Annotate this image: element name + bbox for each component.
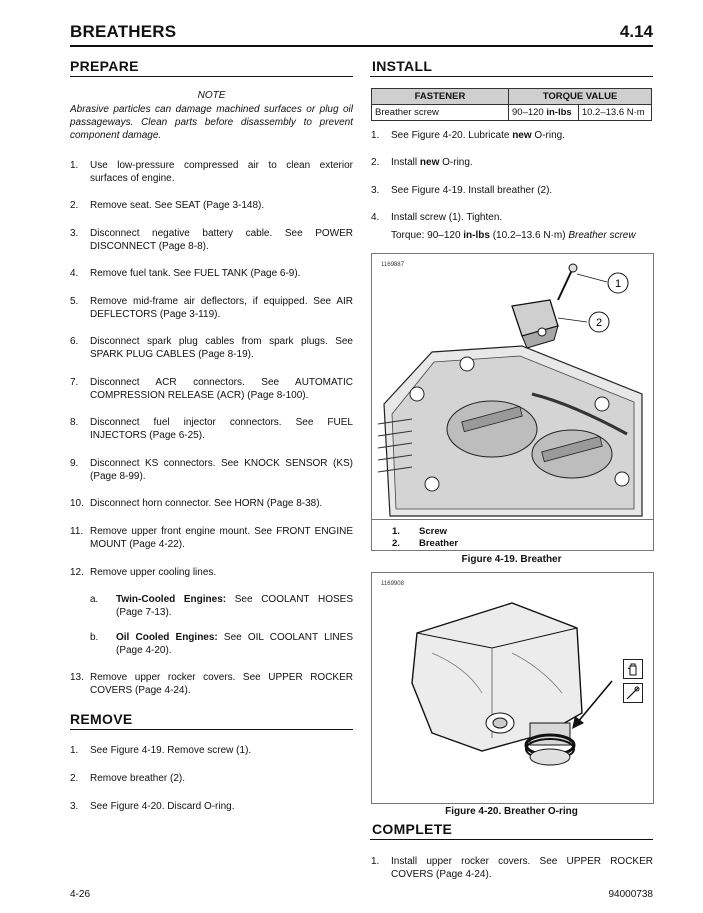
page-number: 4-26 (70, 889, 91, 900)
table-row (372, 105, 652, 121)
step-number: 11. (70, 526, 84, 537)
remove-rule (70, 729, 353, 730)
col-torque: TORQUE VALUE (509, 89, 652, 105)
step-text: Disconnect spark plug cables from spark plugs. See SPARK PLUG CABLES (Page 8-19). (90, 336, 353, 360)
legend-number: 2. (392, 538, 400, 549)
step-emphasis: new (419, 157, 440, 168)
note-title: NOTE (197, 90, 226, 101)
step-text: Remove mid-frame air deflectors, if equipped. See AIR DEFLECTORS (Page 3-119). (90, 296, 353, 320)
step-text: See Figure 4-19. Remove screw (1). (90, 745, 252, 756)
torque-table (371, 88, 652, 121)
figure-4-19-caption: Figure 4-19. Breather (461, 554, 562, 565)
step-number: 4. (371, 212, 380, 223)
complete-rule (370, 839, 653, 840)
substep-letter: a. (90, 594, 99, 605)
step-text: Install screw (1). Tighten. (391, 212, 503, 223)
step-text: Disconnect ACR connectors. See AUTOMATIC COMPRESSION RELEASE (ACR) (Page 8-100). (90, 377, 353, 401)
document-number: 94000738 (608, 889, 653, 900)
page-title: BREATHERS (70, 22, 177, 41)
fastener-cell: Breather screw (372, 105, 509, 121)
substep-label: Oil Cooled Engines: (116, 632, 218, 643)
substep-body: See COOLANT HOSES (Page 7-13). (116, 594, 353, 618)
oil-dropper-glyph (624, 684, 642, 702)
substep-body: See OIL COOLANT LINES (Page 4-20). (116, 632, 353, 656)
step-text: Remove fuel tank. See FUEL TANK (Page 6-9). (90, 268, 301, 279)
step-text: Remove upper rocker covers. See UPPER ROCKER COVERS (Page 4-24). (90, 672, 353, 696)
step-number: 13. (70, 672, 84, 683)
torque-imperial-cell (509, 105, 579, 121)
step-number: 7. (70, 377, 79, 388)
substep-letter: b. (90, 632, 99, 643)
step-number: 3. (371, 185, 380, 196)
torque-spec-metric: (10.2–13.6 N·m) (489, 230, 569, 241)
prepare-heading: PREPARE (70, 58, 139, 74)
torque-imperial-value: 90–120 (512, 107, 544, 118)
step-number: 1. (371, 856, 380, 867)
legend-item-2 (392, 538, 458, 550)
step-text: Install upper rocker covers. See UPPER ROCKER COVERS (Page 4-24). (391, 856, 653, 880)
step-text-part: Install (391, 157, 420, 168)
figure-4-20 (371, 572, 654, 804)
figure-legend (392, 526, 458, 550)
step-text-part: O-ring. (439, 157, 473, 168)
substep-label: Twin-Cooled Engines: (116, 594, 227, 605)
step-text: Disconnect fuel injector connectors. See FUEL INJECTORS (Page 6-25). (90, 417, 353, 441)
step-number: 2. (371, 157, 380, 168)
torque-spec-unit: in-lbs (463, 230, 490, 241)
step-text: Remove breather (2). (90, 773, 186, 784)
step-number: 4. (70, 268, 79, 279)
col-fastener: FASTENER (372, 89, 509, 105)
torque-spec (391, 229, 653, 242)
remove-heading: REMOVE (70, 711, 133, 727)
legend-label: Breather (419, 538, 459, 549)
step-number: 2. (70, 773, 79, 784)
complete-heading: COMPLETE (372, 821, 453, 837)
step-number: 12. (70, 567, 84, 578)
step-number: 5. (70, 296, 79, 307)
step-number: 1. (70, 160, 79, 171)
step-text: Remove upper cooling lines. (90, 567, 217, 578)
torque-imperial-unit: in-lbs (546, 107, 572, 118)
substep-text (116, 593, 353, 619)
substep-text (116, 631, 353, 657)
step-number: 1. (70, 745, 79, 756)
step-text: See Figure 4-20. Discard O-ring. (90, 801, 235, 812)
torque-spec-text: Torque: 90–120 (391, 230, 464, 241)
step-text: Disconnect horn connector. See HORN (Page 8-38). (90, 498, 323, 509)
section-number: 4.14 (619, 22, 653, 41)
step-text-part: See Figure 4-20. Lubricate (391, 130, 513, 141)
legend-number: 1. (392, 526, 400, 537)
torque-table-header (372, 89, 652, 105)
step-text: Use low-pressure compressed air to clean exterior surfaces of engine. (90, 160, 353, 184)
step-number: 2. (70, 200, 79, 211)
step-text: See Figure 4-19. Install breather (2). (391, 185, 553, 196)
install-heading: INSTALL (372, 58, 433, 74)
step-number: 6. (70, 336, 79, 347)
figure-id: 1169887 (381, 262, 404, 268)
figure-4-19 (371, 253, 654, 551)
lubricate-glyph (624, 660, 642, 678)
step-number: 10. (70, 498, 84, 509)
figure-id: 1169908 (381, 581, 404, 587)
callout-2: 2 (595, 317, 603, 329)
step-text: Remove upper front engine mount. See FRONT ENGINE MOUNT (Page 4-22). (90, 526, 353, 550)
lubricate-icon (623, 659, 643, 679)
legend-item-1 (392, 526, 458, 538)
torque-spec-item: Breather screw (568, 230, 636, 241)
prepare-rule (70, 76, 353, 77)
breather-oring-illustration (372, 573, 653, 803)
figure-4-20-caption: Figure 4-20. Breather O-ring (445, 806, 578, 817)
step-text (391, 156, 653, 169)
step-number: 3. (70, 228, 79, 239)
step-number: 1. (371, 130, 380, 141)
oil-dropper-icon (623, 683, 643, 703)
breather-illustration (372, 254, 653, 550)
legend-label: Screw (419, 526, 447, 537)
step-number: 3. (70, 801, 79, 812)
step-text (391, 129, 653, 142)
step-text-part: O-ring. (531, 130, 565, 141)
step-number: 9. (70, 458, 79, 469)
step-number: 8. (70, 417, 79, 428)
step-text: Disconnect negative battery cable. See POWER DISCONNECT (Page 8-8). (90, 228, 353, 252)
header-rule (70, 45, 653, 47)
note-body: Abrasive particles can damage machined surfaces or plug oil passageways. Clean parts before disassembly to prevent component damage. (70, 104, 353, 141)
step-text: Remove seat. See SEAT (Page 3-148). (90, 200, 265, 211)
torque-metric-cell: 10.2–13.6 N·m (578, 105, 651, 121)
install-rule (370, 76, 653, 77)
callout-1: 1 (614, 278, 622, 290)
legend-divider (372, 519, 653, 520)
step-emphasis: new (512, 130, 532, 141)
step-text: Disconnect KS connectors. See KNOCK SENSOR (KS) (Page 8-99). (90, 458, 353, 482)
